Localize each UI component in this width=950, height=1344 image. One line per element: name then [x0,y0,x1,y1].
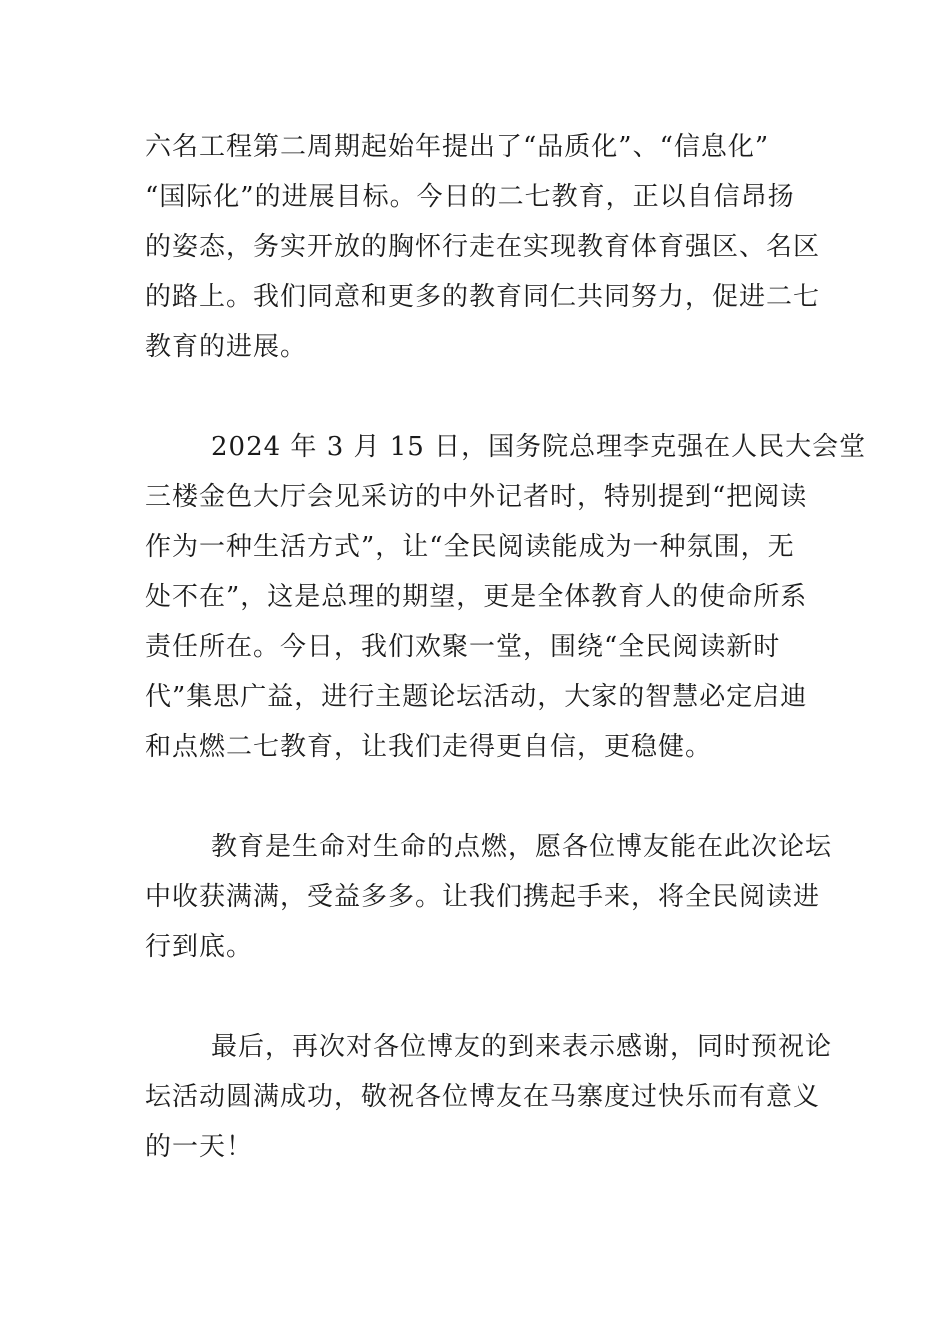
paragraph-3 [145,822,833,972]
paragraph-1 [145,122,821,372]
text-line: 的一天！ [145,1132,254,1162]
text-line: 坛活动圆满成功，敬祝各位博友在马寨度过快乐而有意义 [145,1082,821,1112]
paragraph-2 [145,422,867,772]
text-line: 教育的进展。 [145,332,308,362]
text-line: 2024 年 3 月 15 日，国务院总理李克强在人民大会堂 [211,432,867,462]
text-line: 作为一种生活方式”，让“全民阅读能成为一种氛围，无 [145,532,795,562]
text-line: 六名工程第二周期起始年提出了“品质化”、“信息化” [145,132,770,162]
paragraph-4 [145,1022,833,1172]
text-line: 行到底。 [145,932,254,962]
text-line: “国际化”的进展目标。今日的二七教育，正以自信昂扬 [145,182,795,212]
text-line: 中收获满满，受益多多。让我们携起手来，将全民阅读进 [145,882,821,912]
text-line: 和点燃二七教育，让我们走得更自信，更稳健。 [145,732,713,762]
text-line: 代”集思广益，进行主题论坛活动，大家的智慧必定启迪 [145,682,808,712]
text-line: 的路上。我们同意和更多的教育同仁共同努力，促进二七 [145,282,821,312]
text-line: 三楼金色大厅会见采访的中外记者时，特别提到“把阅读 [145,482,808,512]
text-line: 责任所在。今日，我们欢聚一堂，围绕“全民阅读新时 [145,632,781,662]
text-line: 最后，再次对各位博友的到来表示感谢，同时预祝论 [211,1032,833,1062]
text-line: 处不在”，这是总理的期望，更是全体教育人的使命所系 [145,582,808,612]
text-line: 的姿态，务实开放的胸怀行走在实现教育体育强区、名区 [145,232,821,262]
text-line: 教育是生命对生命的点燃，愿各位博友能在此次论坛 [211,832,833,862]
